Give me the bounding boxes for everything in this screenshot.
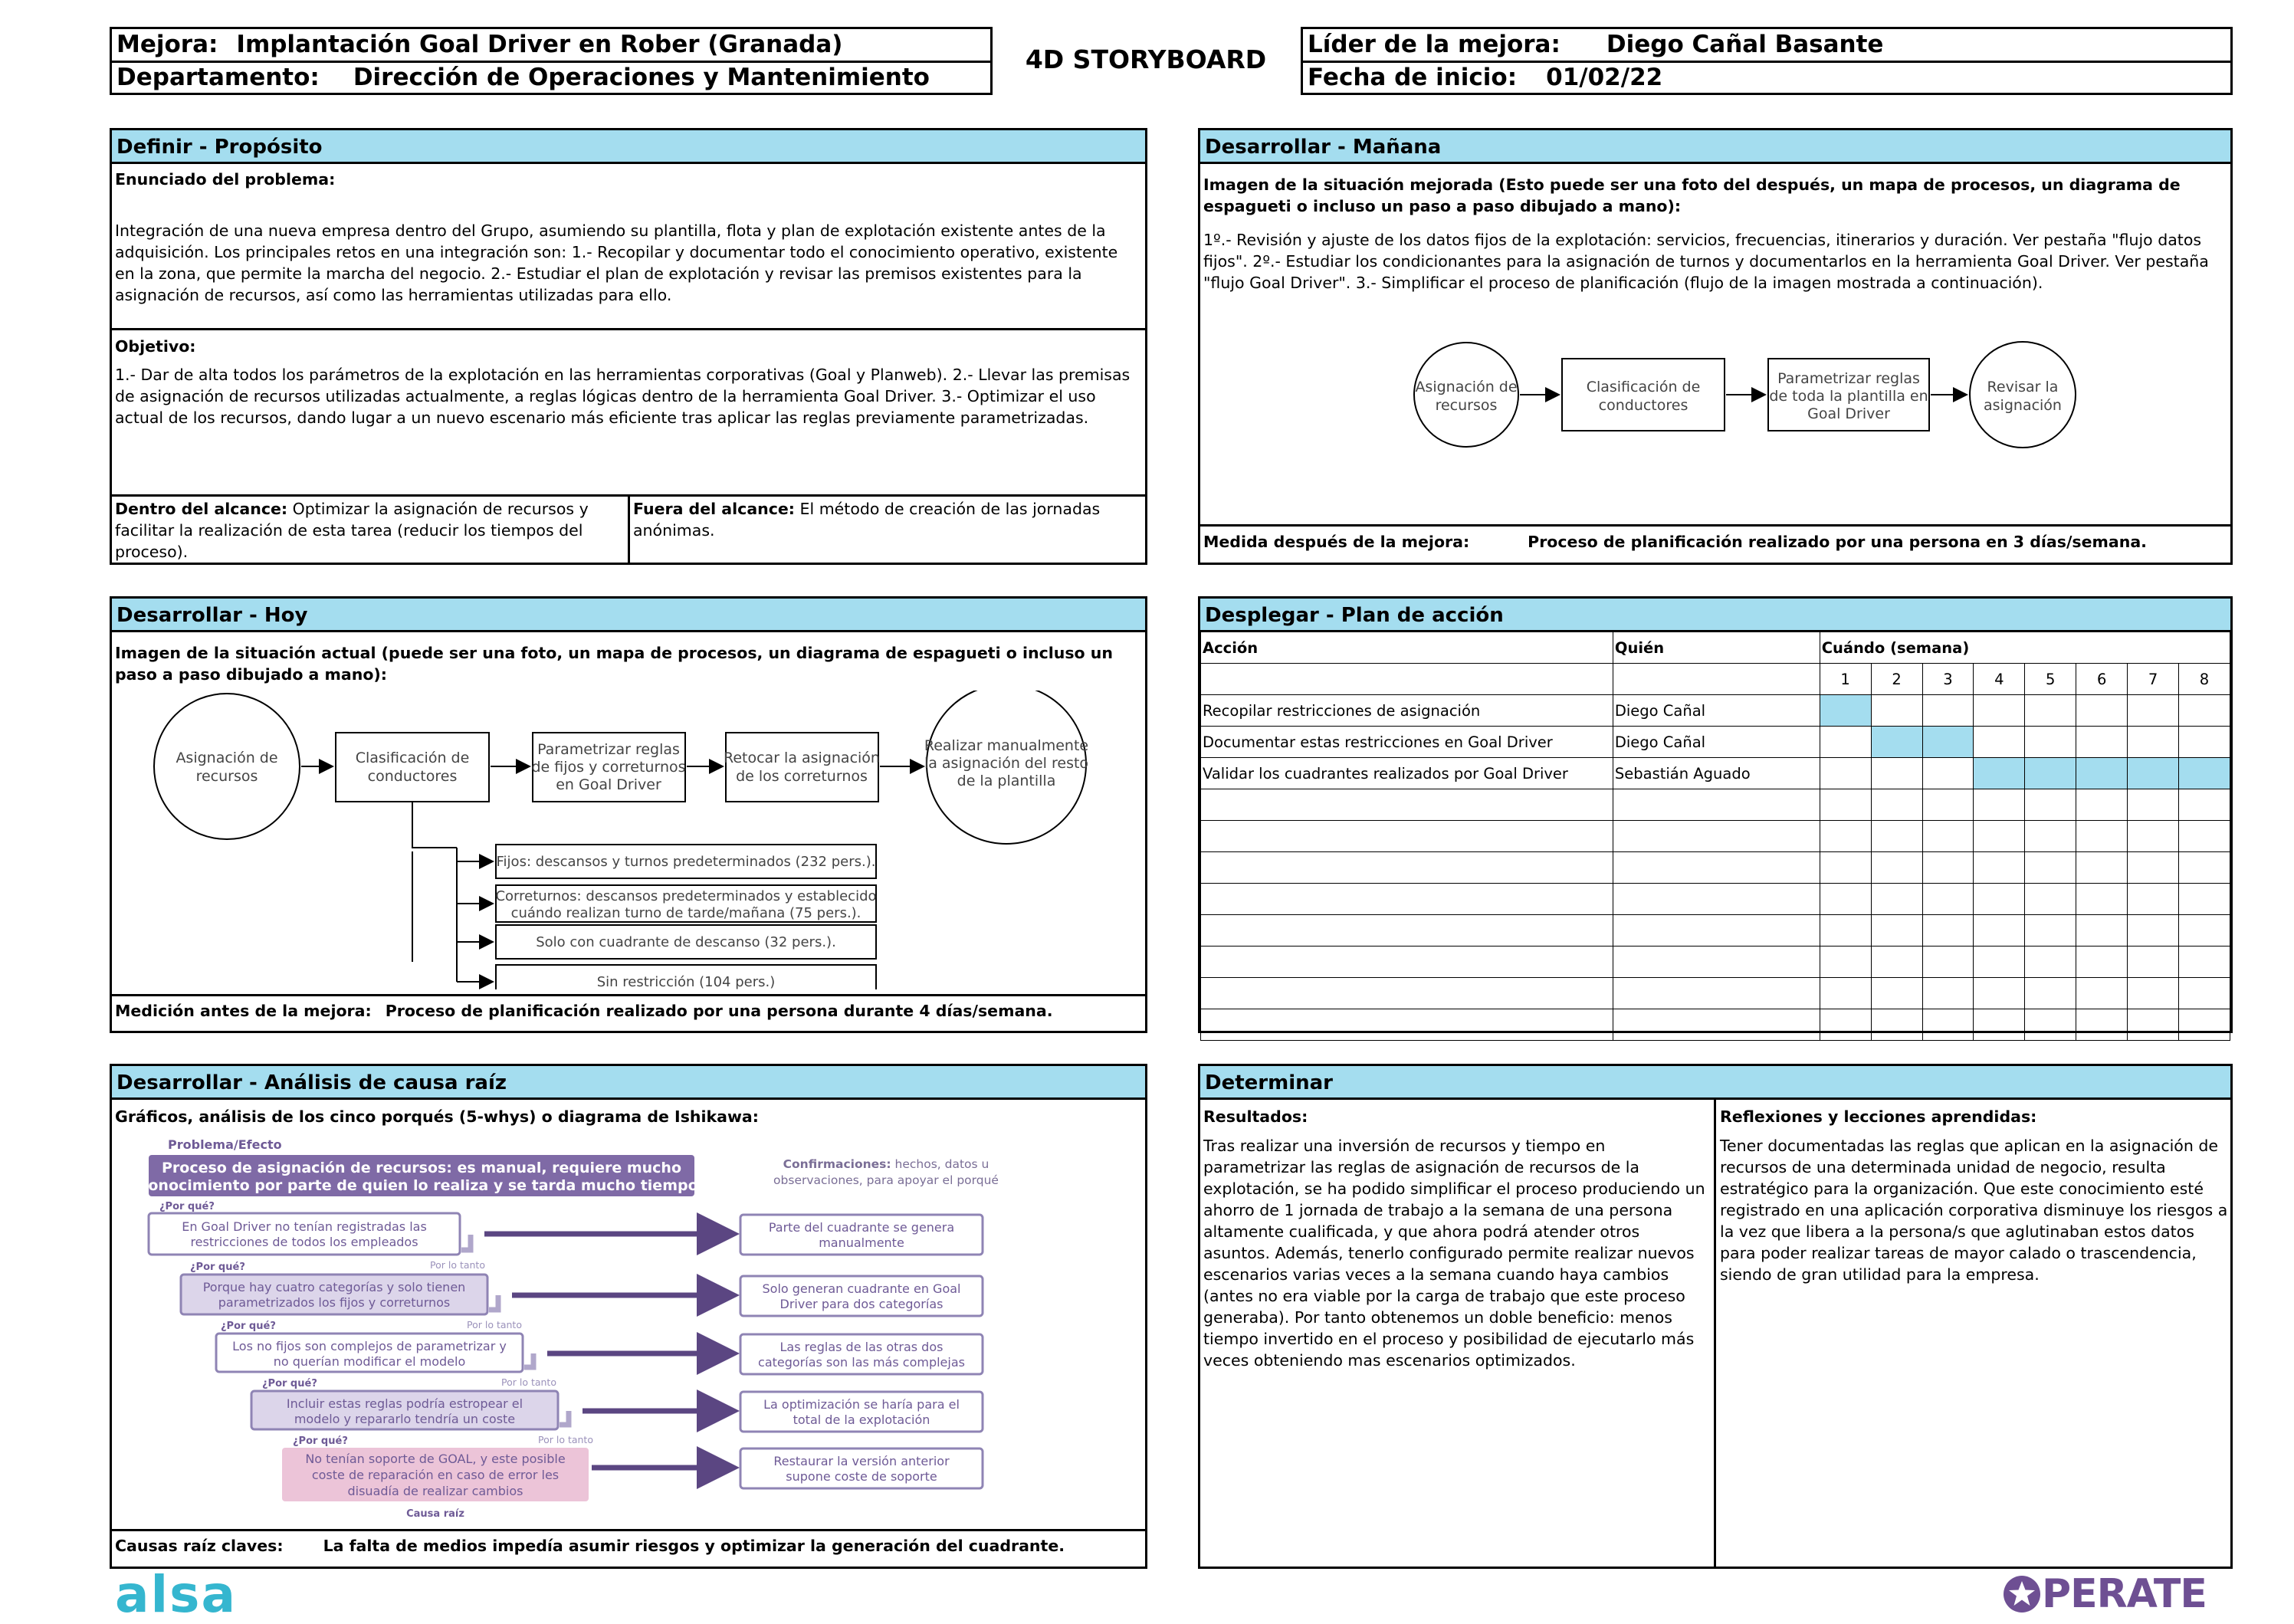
week-slot (1974, 758, 2025, 789)
panel-definir (110, 128, 1147, 565)
quien-cell: Diego Cañal (1613, 695, 1820, 727)
accion-cell (1201, 978, 1613, 1009)
week-slot (2128, 789, 2179, 821)
week-slot (2179, 821, 2230, 852)
por-que-label: ¿Por qué? (221, 1321, 276, 1332)
quien-cell (1613, 947, 1820, 978)
week-cell: 5 (2025, 664, 2076, 695)
week-slot (1974, 915, 2025, 947)
lider-row (1303, 29, 2230, 63)
panel-determinar (1198, 1064, 2233, 1569)
divider (1200, 524, 2230, 527)
week-cell: 6 (2076, 664, 2128, 695)
week-slot (2025, 884, 2076, 915)
graficos-label: Gráficos, análisis de los cinco porqués (5-whys) o diagrama de Ishikawa: (115, 1107, 759, 1126)
hoy-branch-diagram (112, 691, 1145, 989)
accion-cell (1201, 947, 1613, 978)
week-slot (1974, 852, 2025, 884)
dentro-alcance (115, 498, 621, 563)
week-slot (1974, 1009, 2025, 1041)
week-slot (1974, 695, 2025, 727)
week-slot (1922, 758, 1974, 789)
week-slot (2025, 978, 2076, 1009)
hoy-node-text: Retocar la asignación de los correturnos (724, 750, 880, 785)
page-title: 4D STORYBOARD (1025, 44, 1267, 74)
panel-determinar-title: Determinar (1200, 1066, 2230, 1100)
manana-node-text: Parametrizar reglas de toda la plantilla en Goal Driver (1769, 370, 1928, 422)
panel-hoy (110, 596, 1147, 1033)
week-slot (2076, 852, 2128, 884)
col-cuando: Cuándo (semana) (1820, 632, 2230, 664)
week-slot (2025, 758, 2076, 789)
causa-raiz-label: Causa raíz (406, 1508, 464, 1520)
medida-label: Medida después de la mejora: (1203, 533, 1470, 551)
divider (112, 994, 1145, 996)
objetivo-text: 1.- Dar de alta todos los parámetros de la explotación en las herramientas corporativas (Goal y Planweb). 2.- Llevar las premisas de asignación de recursos utilizadas actualmente, a reglas lógicas dentro de la herramienta Goal Driver. 3.- Optimizar el uso actual de los recursos, dando lugar a un nuevo escenario más eficiente tras aplicar las reglas previamente parametrizadas. (115, 366, 1131, 427)
week-slot (1820, 978, 1871, 1009)
week-slot (1820, 852, 1871, 884)
quien-cell (1613, 789, 1820, 821)
week-slot (1974, 789, 2025, 821)
week-slot (2179, 1009, 2230, 1041)
confirmaciones-text: Confirmaciones: hechos, datos u observaciones, para apoyar el porqué (773, 1157, 999, 1187)
week-slot (1820, 758, 1871, 789)
accion-cell: Recopilar restricciones de asignación (1201, 695, 1613, 727)
week-cell: 2 (1871, 664, 1922, 695)
accion-cell (1201, 884, 1613, 915)
fuera-label: Fuera del alcance: (633, 500, 795, 518)
panel-manana (1198, 128, 2233, 565)
departamento-label: Departamento: (117, 64, 320, 91)
week-slot (2025, 727, 2076, 758)
week-slot (1974, 727, 2025, 758)
week-slot (2025, 915, 2076, 947)
week-slot (2076, 1009, 2128, 1041)
claves-label: Causas raíz claves: (115, 1537, 284, 1555)
confirmation-4-text: La optimización se haría para el total de la explotación (763, 1397, 960, 1427)
week-slot (2025, 821, 2076, 852)
hoy-branch-text: Fijos: descansos y turnos predeterminados (232 pers.). (496, 854, 876, 870)
table-row (1201, 852, 2230, 884)
panel-plan-title: Desplegar - Plan de acción (1200, 599, 2230, 632)
week-slot (2025, 852, 2076, 884)
week-slot (2179, 852, 2230, 884)
hoy-node-text: Parametrizar reglas de fijos y correturnos en Goal Driver (531, 741, 686, 793)
week-cell: 8 (2179, 664, 2230, 695)
table-row (1201, 789, 2230, 821)
table-weeks-row (1201, 664, 2230, 695)
five-whys-diagram (112, 1134, 1145, 1524)
dentro-label: Dentro del alcance: (115, 500, 288, 518)
fecha-value: 01/02/22 (1546, 64, 1663, 91)
divider (1714, 1099, 1716, 1567)
por-que-label: ¿Por qué? (190, 1261, 245, 1273)
week-slot (1922, 978, 1974, 1009)
panel-plan (1198, 596, 2233, 1033)
panel-hoy-title: Desarrollar - Hoy (112, 599, 1145, 632)
accion-cell (1201, 789, 1613, 821)
accion-cell: Validar los cuadrantes realizados por Goal Driver (1201, 758, 1613, 789)
week-slot (1922, 821, 1974, 852)
quien-cell: Sebastián Aguado (1613, 758, 1820, 789)
problema-text: Integración de una nueva empresa dentro del Grupo, asumiendo su plantilla, flota y plan de explotación existente antes de la adquisición. Los principales retos en una integración son: 1.- Recopilar y documentar todo el conocimiento operativo, existente en la zona, que permite la marcha del negocio. 2.- Estudiar el plan de explotación y revisar las premisos existentes para la asignación de recursos, así como las herramientas utilizadas para ello. (115, 221, 1118, 304)
week-cell: 3 (1922, 664, 1974, 695)
table-row (1201, 1009, 2230, 1041)
panel-causa-title: Desarrollar - Análisis de causa raíz (112, 1066, 1145, 1100)
operate-star-icon (2002, 1574, 2042, 1614)
week-slot (1871, 884, 1922, 915)
week-slot (1922, 1009, 1974, 1041)
divider (112, 1529, 1145, 1531)
por-que-label: ¿Por qué? (159, 1201, 215, 1212)
week-slot (2025, 947, 2076, 978)
table-row (1201, 821, 2230, 852)
manana-text: 1º.- Revisión y ajuste de los datos fijos de la explotación: servicios, frecuencias, itinerarios y duración. Ver pestaña "flujo datos fijos". 2º.- Estudiar los condicionantes para la asignación de turnos y documentarlos en la herramienta Goal Driver. Ver pestaña "flujo Goal Driver". 3.- Simplificar el proceso de planificación (flujo de la imagen mostrada a continuación). (1203, 231, 2209, 292)
mejora-row (112, 29, 990, 63)
col-accion: Acción (1201, 632, 1613, 664)
week-slot (2128, 695, 2179, 727)
week-slot (2179, 789, 2230, 821)
hoy-imagen-label: Imagen de la situación actual (puede ser una foto, un mapa de procesos, un diagrama de espagueti o incluso un paso a paso dibujado a mano): (115, 644, 1113, 684)
por-que-label: ¿Por qué? (262, 1378, 317, 1389)
action-plan-table (1200, 632, 2230, 1041)
action-rows (1201, 695, 2230, 1041)
quien-cell (1613, 852, 1820, 884)
manana-imagen-label: Imagen de la situación mejorada (Esto puede ser una foto del después, un mapa de procesos, un diagrama de espagueti o incluso un paso a paso dibujado a mano): (1203, 176, 2181, 215)
week-slot (1974, 947, 2025, 978)
week-slot (1922, 727, 1974, 758)
week-slot (1820, 915, 1871, 947)
dentro-text: Optimizar la asignación de recursos y facilitar la realización de esta tarea (reducir los tiempos del proceso). (115, 500, 589, 561)
week-slot (1820, 727, 1871, 758)
mejora-value: Implantación Goal Driver en Rober (Granada) (236, 31, 843, 58)
header-left-box (110, 27, 993, 95)
week-cell: 4 (1974, 664, 2025, 695)
week-slot (1974, 821, 2025, 852)
medida-value: Proceso de planificación realizado por una persona en 3 días/semana. (1528, 533, 2147, 551)
week-slot (1871, 852, 1922, 884)
week-slot (1871, 727, 1922, 758)
week-slot (1820, 947, 1871, 978)
por-lo-tanto-label: Por lo tanto (501, 1376, 556, 1388)
reflexiones-label: Reflexiones y lecciones aprendidas: (1720, 1107, 2037, 1126)
manana-flow-diagram (1200, 337, 2230, 460)
week-slot (1871, 695, 1922, 727)
quien-cell (1613, 1009, 1820, 1041)
lider-value: Diego Cañal Basante (1606, 31, 1884, 58)
accion-cell (1201, 915, 1613, 947)
week-slot (1871, 1009, 1922, 1041)
week-slot (2128, 852, 2179, 884)
week-slot (1871, 947, 1922, 978)
reflexiones-text: Tener documentadas las reglas que aplican en la asignación de recursos de una determinada unidad de negocio, resulta estratégico para la organización. Que este conocimiento esté registrado en una aplicación corporativa disminuye los riesgos a la vez que libera a la persona/s que aglutinaban estos datos para poder realizar tareas de mayor calado o trascendencia, siendo de gran utilidad para la empresa. (1720, 1137, 2228, 1284)
problema-text: Proceso de asignación de recursos: es manual, requiere mucho conocimiento por parte de quien lo realiza y se tarda mucho tiempo. (139, 1160, 704, 1194)
claves-value: La falta de medios impedía asumir riesgos y optimizar la generación del cuadrante. (323, 1537, 1065, 1555)
divider (112, 328, 1145, 330)
fecha-label: Fecha de inicio: (1308, 64, 1518, 91)
medicion-label: Medición antes de la mejora: (115, 1002, 372, 1020)
panel-manana-title: Desarrollar - Mañana (1200, 130, 2230, 164)
fuera-alcance (633, 498, 1139, 541)
why-4-text: Incluir estas reglas podría estropear el modelo y repararlo tendría un coste (286, 1396, 523, 1426)
confirmation-2-text: Solo generan cuadrante en Goal Driver para dos categorías (762, 1281, 961, 1311)
lider-label: Líder de la mejora: (1308, 31, 1561, 58)
week-cell: 7 (2128, 664, 2179, 695)
hoy-branch-text: Correturnos: descansos predeterminados y establecido cuándo realizan turno de tarde/mañana (75 pers.). (495, 888, 877, 921)
col-quien: Quién (1613, 632, 1820, 664)
week-slot (2128, 947, 2179, 978)
alsa-logo: alsa (115, 1565, 237, 1624)
week-slot (2128, 821, 2179, 852)
week-slot (2179, 915, 2230, 947)
table-row (1201, 695, 2230, 727)
confirmation-5-text: Restaurar la versión anterior supone coste de soporte (773, 1454, 950, 1484)
por-lo-tanto-label: Por lo tanto (467, 1319, 522, 1330)
why-5-text: No tenían soporte de GOAL, y este posible coste de reparación en caso de error les disuadía de realizar cambios (305, 1452, 566, 1498)
header-right-box (1301, 27, 2233, 95)
accion-cell (1201, 821, 1613, 852)
week-slot (2076, 884, 2128, 915)
operate-logo-text: PERATE (2042, 1571, 2207, 1617)
week-slot (1871, 978, 1922, 1009)
week-slot (2076, 978, 2128, 1009)
problema-label: Enunciado del problema: (115, 170, 336, 189)
quien-cell (1613, 884, 1820, 915)
week-slot (2179, 884, 2230, 915)
week-slot (1871, 915, 1922, 947)
why-1-text: En Goal Driver no tenían registradas las restricciones de todos los empleados (182, 1219, 427, 1249)
week-slot (1922, 789, 1974, 821)
panel-definir-title: Definir - Propósito (112, 130, 1145, 164)
table-row (1201, 947, 2230, 978)
manana-node-text: Asignación de recursos (1415, 379, 1518, 414)
fuera-text: El método de creación de las jornadas anónimas. (633, 500, 1101, 540)
week-slot (2179, 978, 2230, 1009)
week-slot (1871, 758, 1922, 789)
week-slot (2179, 727, 2230, 758)
week-slot (1820, 884, 1871, 915)
week-slot (1974, 884, 2025, 915)
week-slot (2128, 758, 2179, 789)
resultados-label: Resultados: (1203, 1107, 1308, 1126)
hoy-branch-text: Sin restricción (104 pers.) (596, 974, 776, 989)
table-row (1201, 978, 2230, 1009)
week-slot (2179, 947, 2230, 978)
medida-despues (1203, 531, 2147, 553)
manana-node-text: Clasificación de conductores (1586, 379, 1701, 414)
week-slot (2076, 727, 2128, 758)
causas-claves (115, 1535, 1065, 1557)
week-slot (2128, 1009, 2179, 1041)
why-2-text: Porque hay cuatro categorías y solo tienen parametrizados los fijos y correturnos (202, 1280, 466, 1310)
table-row (1201, 758, 2230, 789)
week-slot (2025, 1009, 2076, 1041)
week-slot (1820, 821, 1871, 852)
week-slot (2128, 915, 2179, 947)
departamento-row (112, 62, 990, 94)
week-slot (2025, 695, 2076, 727)
table-row (1201, 884, 2230, 915)
week-slot (2179, 758, 2230, 789)
week-slot (1820, 1009, 1871, 1041)
week-slot (1922, 884, 1974, 915)
week-slot (1922, 915, 1974, 947)
medicion-antes (115, 1000, 1053, 1022)
quien-cell (1613, 821, 1820, 852)
week-slot (1922, 852, 1974, 884)
confirmation-3-text: Las reglas de las otras dos categorías son las más complejas (758, 1340, 965, 1370)
resultados-text: Tras realizar una inversión de recursos y tiempo en parametrizar las reglas de asignación de recursos de la explotación, se ha podido simplificar el proceso produciendo un ahorro de 1 jornada de trabajo a la semana de una persona altamente cualificada, y que ahora podrá atender otros asuntos. Además, tenerlo configurado permite realizar nuevos escenarios varias veces a la semana cuando haya cambios (antes no era viable por la carga de trabajo que este proceso generaba). Por tanto obtenemos un doble beneficio: menos tiempo invertido en el proceso y posibilidad de ejecutarlo más veces obteniendo mas escenarios optimizados. (1203, 1137, 1705, 1370)
quien-cell (1613, 978, 1820, 1009)
why-3-text: Los no fijos son complejos de parametrizar y no querían modificar el modelo (232, 1339, 507, 1369)
week-slot (1871, 789, 1922, 821)
por-que-label: ¿Por qué? (293, 1435, 348, 1447)
week-slot (2076, 947, 2128, 978)
table-row (1201, 915, 2230, 947)
week-slot (2025, 789, 2076, 821)
week-slot (1820, 789, 1871, 821)
quien-cell (1613, 915, 1820, 947)
accion-cell (1201, 1009, 1613, 1041)
week-slot (2128, 978, 2179, 1009)
quien-cell: Diego Cañal (1613, 727, 1820, 758)
operate-logo (2002, 1571, 2207, 1622)
week-slot (1820, 695, 1871, 727)
week-slot (2128, 884, 2179, 915)
week-slot (1922, 695, 1974, 727)
table-row (1201, 727, 2230, 758)
week-slot (2076, 821, 2128, 852)
week-slot (1871, 821, 1922, 852)
hoy-node-text: Clasificación de conductores (355, 750, 470, 785)
confirmation-1-text: Parte del cuadrante se genera manualmente (768, 1220, 955, 1250)
week-cell: 1 (1820, 664, 1871, 695)
divider (628, 496, 630, 563)
problema-efecto-label: Problema/Efecto (168, 1137, 282, 1152)
panel-causa (110, 1064, 1147, 1569)
week-slot (2076, 789, 2128, 821)
fecha-row (1303, 62, 2230, 94)
week-slot (2076, 915, 2128, 947)
accion-cell: Documentar estas restricciones en Goal Driver (1201, 727, 1613, 758)
accion-cell (1201, 852, 1613, 884)
week-slot (1922, 947, 1974, 978)
departamento-value: Dirección de Operaciones y Mantenimiento (353, 64, 930, 91)
week-slot (1974, 978, 2025, 1009)
hoy-node-text: Asignación de recursos (176, 750, 278, 785)
objetivo-label: Objetivo: (115, 337, 196, 356)
week-slot (2179, 695, 2230, 727)
por-lo-tanto-label: Por lo tanto (538, 1434, 593, 1445)
manana-node-text: Revisar la asignación (1984, 379, 2062, 414)
hoy-branch-text: Solo con cuadrante de descanso (32 pers.). (536, 934, 836, 950)
medicion-value: Proceso de planificación realizado por una persona durante 4 días/semana. (385, 1002, 1053, 1020)
week-slot (2128, 727, 2179, 758)
por-lo-tanto-label: Por lo tanto (430, 1259, 485, 1271)
week-slot (2076, 695, 2128, 727)
mejora-label: Mejora: (117, 31, 218, 58)
week-slot (2076, 758, 2128, 789)
table-header-row (1201, 632, 2230, 664)
hoy-node-text: Realizar manualmente la asignación del resto de la plantilla (924, 737, 1089, 789)
